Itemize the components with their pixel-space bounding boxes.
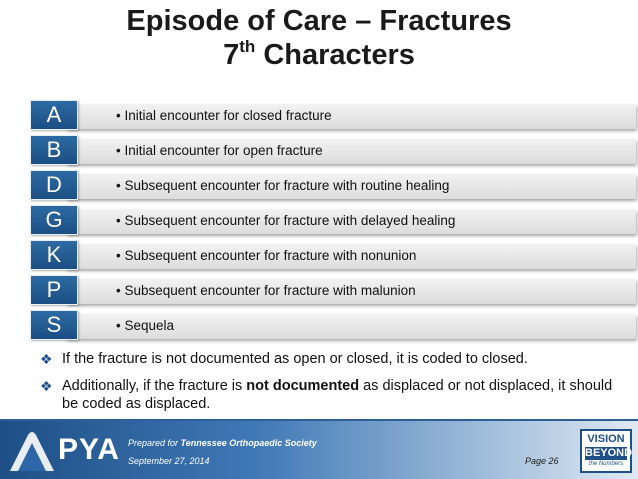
prepared-for xyxy=(128,438,317,448)
code-row-b xyxy=(30,135,636,165)
code-letter: K xyxy=(30,240,78,270)
prepared-org: Tennessee Orthopaedic Society xyxy=(180,438,317,448)
code-row-g xyxy=(30,205,636,235)
slide-footer xyxy=(0,419,638,479)
code-letter: A xyxy=(30,100,78,130)
code-description: • Subsequent encounter for fracture with nonunion xyxy=(116,248,417,263)
vision-beyond-logo xyxy=(580,429,632,473)
title-characters: Characters xyxy=(255,39,415,71)
diamond-bullet-icon: ❖ xyxy=(40,378,53,394)
code-row-a xyxy=(30,100,636,130)
code-description: • Subsequent encounter for fracture with delayed healing xyxy=(116,213,456,228)
title-line-2 xyxy=(0,38,638,72)
title-th: th xyxy=(239,37,256,56)
note-text-end: as displaced or not displaced, it should be coded as displaced. xyxy=(62,378,613,412)
diamond-bullet-icon: ❖ xyxy=(40,351,53,367)
code-row-d xyxy=(30,170,636,200)
note-displaced-default xyxy=(40,377,630,413)
code-row-k xyxy=(30,240,636,270)
note-closed-default xyxy=(40,350,630,368)
code-description: • Initial encounter for open fracture xyxy=(116,143,323,158)
beyond-text: BEYOND xyxy=(585,447,633,459)
coding-notes xyxy=(40,350,630,422)
code-description: • Sequela xyxy=(116,318,175,333)
numbers-text: the Numbers xyxy=(588,461,624,467)
code-letter: D xyxy=(30,170,78,200)
vision-text: VISION xyxy=(587,433,625,445)
footer-date: September 27, 2014 xyxy=(128,456,210,466)
note-text-start: Additionally, if the fracture is xyxy=(62,378,247,394)
code-description: • Subsequent encounter for fracture with malunion xyxy=(116,283,416,298)
code-description: • Initial encounter for closed fracture xyxy=(116,108,332,123)
code-row-s xyxy=(30,310,636,340)
code-letter: B xyxy=(30,135,78,165)
code-description: • Subsequent encounter for fracture with routine healing xyxy=(116,178,450,193)
title-seven: 7 xyxy=(223,39,240,71)
title-line-1: Episode of Care – Fractures xyxy=(126,5,512,37)
code-letter: S xyxy=(30,310,78,340)
code-row-p xyxy=(30,275,636,305)
slide-title xyxy=(0,4,638,72)
prepared-prefix: Prepared for xyxy=(128,438,181,448)
pya-logo-text: PYA xyxy=(58,433,120,466)
note-text: If the fracture is not documented as open or closed, it is coded to closed. xyxy=(62,351,528,367)
code-letter: P xyxy=(30,275,78,305)
page-number: Page 26 xyxy=(525,456,559,466)
code-letter: G xyxy=(30,205,78,235)
note-text-bold: not documented xyxy=(246,378,360,394)
